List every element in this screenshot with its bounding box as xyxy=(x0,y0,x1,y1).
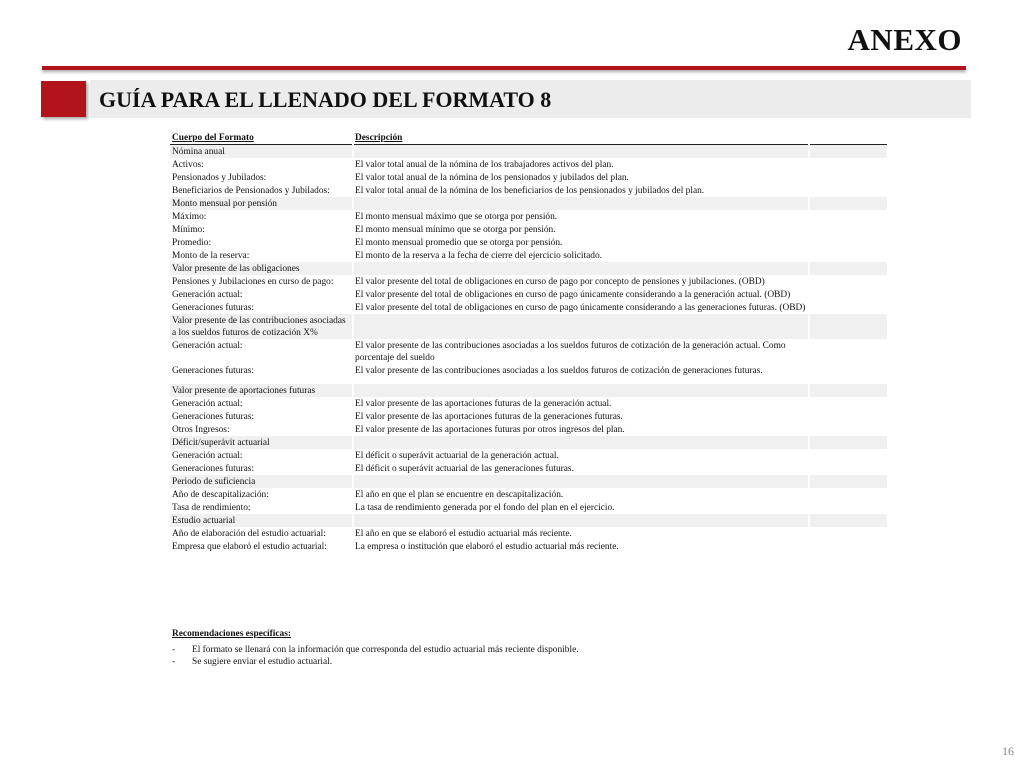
table-row xyxy=(170,462,887,475)
table-section-row xyxy=(170,145,887,159)
empty-cell xyxy=(809,410,887,423)
field-label: Generaciones futuras: xyxy=(172,464,254,474)
field-description xyxy=(353,475,809,488)
recommendation-text: Se sugiere enviar el estudio actuarial. xyxy=(192,657,333,667)
table-section-row xyxy=(170,514,887,527)
empty-cell xyxy=(809,171,887,184)
table-header-row xyxy=(170,132,887,145)
field-description xyxy=(353,436,809,449)
bullet-dash: - xyxy=(172,657,176,667)
field-description xyxy=(353,145,809,159)
field-description: El valor total anual de la nómina de los beneficiarios de los pensionados y jubilados del plan. xyxy=(355,186,705,196)
empty-cell xyxy=(809,423,887,436)
section-label: Nómina anual xyxy=(170,145,353,159)
field-label: Generación actual: xyxy=(172,399,243,409)
format-guide-table xyxy=(170,132,887,553)
field-description: El monto mensual mínimo que se otorga por pensión. xyxy=(355,225,556,235)
field-label: Año de descapitalización: xyxy=(172,490,269,500)
table-row xyxy=(170,527,887,540)
anexo-heading: ANEXO xyxy=(847,22,962,57)
empty-cell xyxy=(809,514,887,527)
bullet-dash: - xyxy=(172,644,176,655)
column-header-format-body: Cuerpo del Formato xyxy=(170,132,353,145)
empty-cell xyxy=(809,384,887,397)
field-description xyxy=(353,197,809,210)
empty-cell xyxy=(809,475,887,488)
title-bar xyxy=(90,80,971,118)
field-description: El año en que el plan se encuentre en descapitalización. xyxy=(355,490,564,500)
table-section-row xyxy=(170,436,887,449)
field-description: El monto mensual máximo que se otorga por pensión. xyxy=(355,212,558,222)
table-section-row xyxy=(170,384,887,397)
field-description: El valor total anual de la nómina de los trabajadores activos del plan. xyxy=(355,160,614,170)
empty-cell xyxy=(809,449,887,462)
section-label: Déficit/superávit actuarial xyxy=(170,436,353,449)
recommendations-title: Recomendaciones específicas: xyxy=(172,629,291,639)
field-description: La tasa de rendimiento generada por el fondo del plan en el ejercicio. xyxy=(355,503,615,513)
empty-cell xyxy=(809,527,887,540)
section-label: Valor presente de las obligaciones xyxy=(170,262,353,275)
field-label: Empresa que elaboró el estudio actuarial: xyxy=(172,542,327,552)
field-description xyxy=(353,262,809,275)
field-label xyxy=(170,377,353,384)
field-label: Pensionados y Jubilados: xyxy=(172,173,267,183)
field-description: El valor presente del total de obligaciones en curso de pago por concepto de pensiones y jubilaciones. (OBD) xyxy=(355,277,765,287)
recommendation-item xyxy=(172,656,872,669)
field-description: El déficit o superávit actuarial de la generación actual. xyxy=(355,451,559,461)
table-section-row xyxy=(170,197,887,210)
table-row xyxy=(170,540,887,553)
field-label: Generación actual: xyxy=(172,341,243,351)
field-label: Generación actual: xyxy=(172,451,243,461)
table-row xyxy=(170,423,887,436)
table-section-row xyxy=(170,262,887,275)
column-header-empty xyxy=(809,132,887,145)
recommendations xyxy=(172,628,872,669)
field-description: El valor presente del total de obligaciones en curso de pago únicamente considerando a la generación actual. (OBD) xyxy=(355,290,791,300)
field-description: El valor presente de las contribuciones asociadas a los sueldos futuros de cotización de la generación actual. Como porcentaje del sueldo xyxy=(355,341,786,363)
field-label: Generación actual: xyxy=(172,290,243,300)
empty-cell xyxy=(809,288,887,301)
empty-cell xyxy=(809,364,887,377)
empty-cell xyxy=(809,397,887,410)
field-label: Año de elaboración del estudio actuarial: xyxy=(172,529,326,539)
title-accent-square xyxy=(41,81,86,117)
field-description: El año en que se elaboró el estudio actuarial más reciente. xyxy=(355,529,572,539)
column-header-description: Descripción xyxy=(353,132,809,145)
field-label: Otros Ingresos: xyxy=(172,425,230,435)
section-label: Estudio actuarial xyxy=(170,514,353,527)
field-label: Tasa de rendimiento: xyxy=(172,503,251,513)
table-row xyxy=(170,184,887,197)
field-label: Activos: xyxy=(172,160,204,170)
field-description: El valor presente del total de obligaciones en curso de pago únicamente considerando a las generaciones futuras. (OBD) xyxy=(355,303,806,313)
field-description xyxy=(353,314,809,339)
field-description xyxy=(353,514,809,527)
recommendation-text: El formato se llenará con la información que corresponda del estudio actuarial más reciente disponible. xyxy=(192,644,579,655)
field-label: Promedio: xyxy=(172,238,212,248)
empty-cell xyxy=(809,249,887,262)
field-label: Mínimo: xyxy=(172,225,205,235)
section-label: Monto mensual por pensión xyxy=(170,197,353,210)
page-title: GUÍA PARA EL LLENADO DEL FORMATO 8 xyxy=(99,87,552,112)
field-description xyxy=(353,384,809,397)
table-row xyxy=(170,397,887,410)
field-label: Generaciones futuras: xyxy=(172,303,254,313)
table-row xyxy=(170,171,887,184)
field-description: El monto mensual promedio que se otorga por pensión. xyxy=(355,238,563,248)
field-label: Pensiones y Jubilaciones en curso de pago: xyxy=(172,277,334,287)
section-label: Periodo de suficiencia xyxy=(170,475,353,488)
field-label: Generaciones futuras: xyxy=(172,366,254,376)
empty-cell xyxy=(809,540,887,553)
table-row xyxy=(170,236,887,249)
empty-cell xyxy=(809,262,887,275)
table-row xyxy=(170,210,887,223)
table-row xyxy=(170,223,887,236)
empty-cell xyxy=(809,223,887,236)
table-row xyxy=(170,410,887,423)
table-row xyxy=(170,288,887,301)
field-description: El valor presente de las aportaciones futuras de la generación actual. xyxy=(355,399,612,409)
empty-cell xyxy=(809,275,887,288)
field-label: Beneficiarios de Pensionados y Jubilados: xyxy=(172,186,330,196)
empty-cell xyxy=(809,339,887,364)
field-label: Monto de la reserva: xyxy=(172,251,250,261)
empty-cell xyxy=(809,197,887,210)
table-section-row xyxy=(170,475,887,488)
field-description: La empresa o institución que elaboró el estudio actuarial más reciente. xyxy=(355,542,619,552)
table-row xyxy=(170,364,887,377)
table-row xyxy=(170,301,887,314)
table-row xyxy=(170,449,887,462)
table-spacer-row xyxy=(170,377,887,384)
field-description: El valor presente de las aportaciones futuras de la generaciones futuras. xyxy=(355,412,623,422)
empty-cell xyxy=(809,145,887,159)
empty-cell xyxy=(809,462,887,475)
page-number: 16 xyxy=(1002,744,1014,758)
field-description: El valor presente de las aportaciones futuras por otros ingresos del plan. xyxy=(355,425,625,435)
field-label: Generaciones futuras: xyxy=(172,412,254,422)
field-label: Máximo: xyxy=(172,212,207,222)
table-row xyxy=(170,158,887,171)
table-row xyxy=(170,339,887,364)
field-description: El valor total anual de la nómina de los pensionados y jubilados del plan. xyxy=(355,173,629,183)
section-label: Valor presente de aportaciones futuras xyxy=(170,384,353,397)
empty-cell xyxy=(809,314,887,339)
field-description: El valor presente de las contribuciones asociadas a los sueldos futuros de cotización de generaciones futuras. xyxy=(355,366,763,376)
empty-cell xyxy=(809,501,887,514)
empty-cell xyxy=(809,210,887,223)
section-label: Valor presente de las contribuciones asociadas a los sueldos futuros de cotización X% xyxy=(170,314,353,339)
empty-cell xyxy=(809,377,887,384)
empty-cell xyxy=(809,301,887,314)
table-row xyxy=(170,488,887,501)
empty-cell xyxy=(809,488,887,501)
empty-cell xyxy=(809,236,887,249)
table-section-row xyxy=(170,314,887,339)
empty-cell xyxy=(809,184,887,197)
table-row xyxy=(170,249,887,262)
field-description xyxy=(353,377,809,384)
field-description: El monto de la reserva a la fecha de cierre del ejercicio solicitado. xyxy=(355,251,603,261)
table-row xyxy=(170,501,887,514)
empty-cell xyxy=(809,436,887,449)
empty-cell xyxy=(809,158,887,171)
field-description: El déficit o superávit actuarial de las generaciones futuras. xyxy=(355,464,574,474)
table-row xyxy=(170,275,887,288)
recommendation-item xyxy=(172,644,872,657)
header-divider xyxy=(42,66,966,70)
table-body xyxy=(170,145,887,554)
